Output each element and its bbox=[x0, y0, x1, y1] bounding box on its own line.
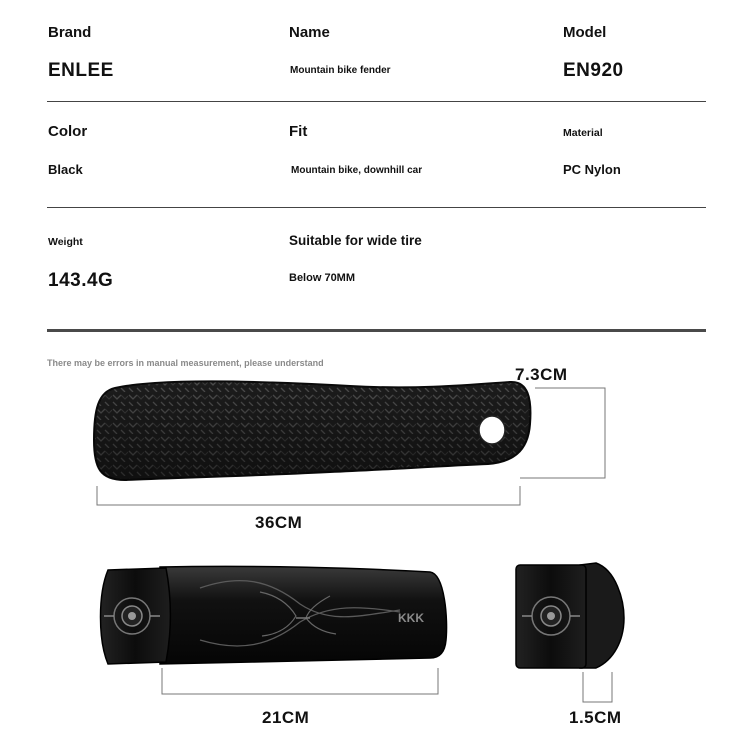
dim-flat-length: 36CM bbox=[255, 513, 303, 532]
end-view-image bbox=[516, 563, 624, 668]
dim-rolled-length: 21CM bbox=[262, 708, 310, 727]
flat-fender-image bbox=[94, 381, 530, 480]
name-value: Mountain bike fender bbox=[290, 65, 391, 76]
brand-value: ENLEE bbox=[48, 60, 114, 81]
model-value: EN920 bbox=[563, 60, 624, 81]
measurement-note: There may be errors in manual measurement, please understand bbox=[47, 358, 324, 368]
name-label: Name bbox=[289, 24, 330, 41]
weight-value: 143.4G bbox=[48, 270, 114, 291]
material-label: Material bbox=[563, 127, 603, 139]
weight-label: Weight bbox=[48, 236, 83, 248]
material-value: PC Nylon bbox=[563, 162, 621, 177]
fit-label: Fit bbox=[289, 123, 308, 140]
fit-value: Mountain bike, downhill car bbox=[291, 165, 423, 176]
dim-flat-width: 7.3CM bbox=[515, 365, 568, 384]
tire-label: Suitable for wide tire bbox=[289, 233, 422, 248]
dim-rolled-thickness: 1.5CM bbox=[569, 708, 622, 727]
rolled-fender-image bbox=[101, 566, 447, 664]
color-label: Color bbox=[48, 123, 88, 140]
model-label: Model bbox=[563, 24, 607, 41]
tire-value: Below 70MM bbox=[289, 272, 356, 284]
logo-text: KKK bbox=[398, 611, 424, 625]
color-value: Black bbox=[48, 162, 83, 177]
brand-label: Brand bbox=[48, 24, 92, 41]
end-dimension-lines bbox=[583, 672, 612, 702]
rolled-dimension-lines bbox=[162, 668, 438, 694]
